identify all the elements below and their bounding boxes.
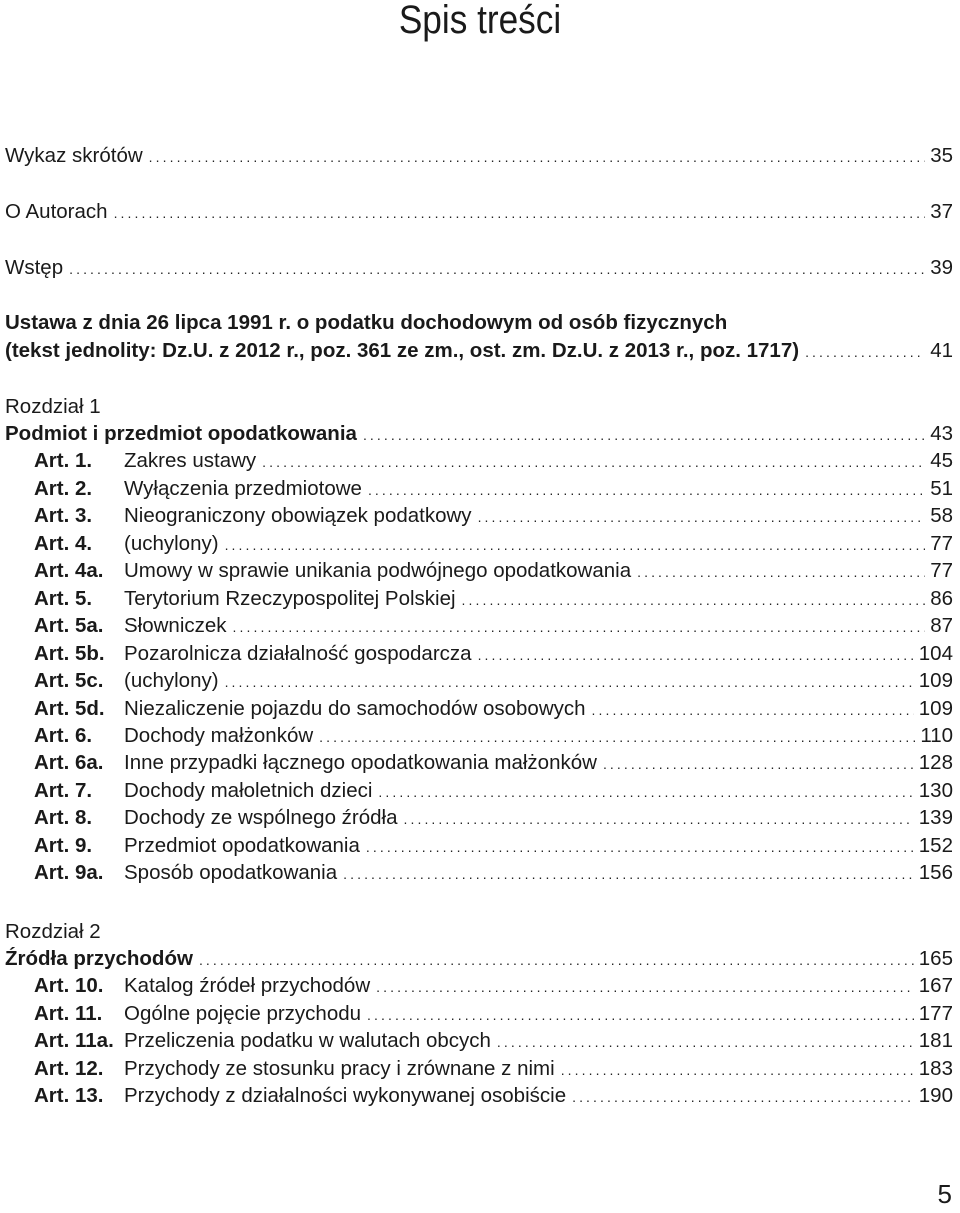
entry-title: Dochody małżonków: [124, 724, 314, 747]
page-number: 5: [937, 1179, 952, 1209]
entry-title: (uchylony): [124, 669, 219, 692]
entry-title: Terytorium Rzeczypospolitej Polskiej: [124, 587, 456, 610]
article-number: Art. 4.: [34, 532, 93, 555]
dot-leader: [262, 447, 925, 476]
article-number: Art. 10.: [34, 974, 104, 997]
entry-page: 77: [930, 532, 953, 555]
dot-leader: [561, 1055, 914, 1084]
chapter-title: [5, 420, 953, 448]
article-number: Art. 6a.: [34, 751, 104, 774]
entry-title: Przedmiot opodatkowania: [124, 834, 360, 857]
entry-page: 109: [918, 697, 953, 720]
dot-leader: [319, 722, 915, 751]
act-title-line1: Ustawa z dnia 26 lipca 1991 r. o podatku dochodowym od osób fizycznych: [5, 311, 728, 334]
entry-page: 128: [918, 751, 953, 774]
entry-title: Nieograniczony obowiązek podatkowy: [124, 504, 472, 527]
dot-leader: [199, 945, 914, 974]
entry-title: Niezaliczenie pojazdu do samochodów osobowych: [124, 697, 586, 720]
dot-leader: [378, 777, 913, 806]
entry-page: 165: [918, 947, 953, 970]
article-number: Art. 9.: [34, 834, 93, 857]
dot-leader: [462, 585, 926, 614]
article-number: Art. 5b.: [34, 642, 105, 665]
dot-leader: [368, 475, 925, 504]
dot-leader: [592, 695, 914, 724]
entry-page: 110: [920, 724, 953, 747]
article-number: Art. 8.: [34, 806, 93, 829]
entry-title: Wstęp: [5, 256, 64, 279]
dot-leader: [404, 804, 914, 833]
entry-page: 139: [918, 806, 953, 829]
chapter-label: Rozdział 2: [5, 920, 101, 943]
dot-leader: [367, 1000, 914, 1029]
article-number: Art. 1.: [34, 449, 93, 472]
article-number: Art. 2.: [34, 477, 93, 500]
entry-page: 190: [918, 1084, 953, 1107]
toc-entry-front: [5, 254, 953, 282]
entry-page: 104: [918, 642, 953, 665]
entry-page: 181: [918, 1029, 953, 1052]
article-entry: [5, 502, 953, 530]
entry-title: Źródła przychodów: [5, 947, 193, 970]
entry-page: 109: [918, 669, 953, 692]
entry-title: Ogólne pojęcie przychodu: [124, 1002, 362, 1025]
entry-page: 152: [918, 834, 953, 857]
dot-leader: [376, 972, 914, 1001]
entry-page: 130: [918, 779, 953, 802]
article-number: Art. 12.: [34, 1057, 104, 1080]
article-number: Art. 4a.: [34, 559, 104, 582]
entry-title: Zakres ustawy: [124, 449, 257, 472]
article-number: Art. 7.: [34, 779, 93, 802]
article-entry: [5, 722, 953, 750]
dot-leader: [572, 1082, 914, 1111]
entry-page: 183: [918, 1057, 953, 1080]
article-entry: [5, 1000, 953, 1028]
entry-page: 35: [930, 144, 953, 167]
entry-page: 43: [930, 422, 953, 445]
dot-leader: [478, 502, 926, 531]
entry-page: 45: [930, 449, 953, 472]
entry-page: 58: [930, 504, 953, 527]
entry-page: 87: [930, 614, 953, 637]
article-number: Art. 13.: [34, 1084, 104, 1107]
article-entry: [5, 832, 953, 860]
article-entry: [5, 530, 953, 558]
dot-leader: [149, 142, 926, 171]
entry-page: 86: [930, 587, 953, 610]
article-entry: [5, 1027, 953, 1055]
act-title-line2: [5, 337, 953, 365]
dot-leader: [637, 557, 925, 586]
entry-title: Słowniczek: [124, 614, 227, 637]
entry-title: Umowy w sprawie unikania podwójnego opodatkowania: [124, 559, 632, 582]
article-entry: [5, 1082, 953, 1110]
article-entry: [5, 667, 953, 695]
entry-page: 37: [930, 200, 953, 223]
entry-title: (tekst jednolity: Dz.U. z 2012 r., poz. 361 ze zm., ost. zm. Dz.U. z 2013 r., poz. 1717): [5, 339, 800, 362]
entry-page: 177: [918, 1002, 953, 1025]
entry-title: Przychody ze stosunku pracy i zrównane z nimi: [124, 1057, 555, 1080]
article-entry: [5, 612, 953, 640]
article-entry: [5, 972, 953, 1000]
entry-title: Wyłączenia przedmiotowe: [124, 477, 362, 500]
dot-leader: [497, 1027, 914, 1056]
article-entry: [5, 447, 953, 475]
entry-title: O Autorach: [5, 200, 108, 223]
dot-leader: [603, 749, 914, 778]
article-entry: [5, 777, 953, 805]
dot-leader: [363, 420, 925, 449]
article-entry: [5, 1055, 953, 1083]
article-number: Art. 11a.: [34, 1029, 114, 1052]
dot-leader: [225, 530, 926, 559]
chapter-label: Rozdział 1: [5, 395, 101, 418]
entry-title: Katalog źródeł przychodów: [124, 974, 371, 997]
article-number: Art. 9a.: [34, 861, 104, 884]
toc-entry-front: [5, 198, 953, 226]
entry-page: 167: [918, 974, 953, 997]
article-number: Art. 11.: [34, 1002, 103, 1025]
article-entry: [5, 749, 953, 777]
entry-title: Dochody ze wspólnego źródła: [124, 806, 398, 829]
entry-title: Przeliczenia podatku w walutach obcych: [124, 1029, 491, 1052]
entry-title: Sposób opodatkowania: [124, 861, 338, 884]
article-entry: [5, 557, 953, 585]
dot-leader: [366, 832, 914, 861]
article-number: Art. 5d.: [34, 697, 105, 720]
article-number: Art. 5.: [34, 587, 93, 610]
article-entry: [5, 585, 953, 613]
entry-page: 39: [930, 256, 953, 279]
article-entry: [5, 859, 953, 887]
entry-title: Inne przypadki łącznego opodatkowania małżonków: [124, 751, 597, 774]
entry-title: Wykaz skrótów: [5, 144, 143, 167]
chapter-title: [5, 945, 953, 973]
entry-page: 156: [918, 861, 953, 884]
entry-page: 51: [930, 477, 953, 500]
dot-leader: [225, 667, 914, 696]
entry-title: (uchylony): [124, 532, 219, 555]
page-title: Spis treści: [398, 0, 562, 42]
dot-leader: [805, 337, 925, 366]
entry-title: Przychody z działalności wykonywanej osobiście: [124, 1084, 567, 1107]
article-entry: [5, 475, 953, 503]
entry-page: 41: [930, 339, 953, 362]
dot-leader: [478, 640, 914, 669]
entry-title: Podmiot i przedmiot opodatkowania: [5, 422, 357, 445]
dot-leader: [233, 612, 926, 641]
article-number: Art. 3.: [34, 504, 93, 527]
article-entry: [5, 695, 953, 723]
entry-title: Pozarolnicza działalność gospodarcza: [124, 642, 472, 665]
toc-entry-front: [5, 142, 953, 170]
article-number: Art. 6.: [34, 724, 93, 747]
article-number: Art. 5c.: [34, 669, 104, 692]
article-number: Art. 5a.: [34, 614, 104, 637]
article-entry: [5, 640, 953, 668]
dot-leader: [114, 198, 926, 227]
dot-leader: [69, 254, 925, 283]
entry-page: 77: [930, 559, 953, 582]
article-entry: [5, 804, 953, 832]
entry-title: Dochody małoletnich dzieci: [124, 779, 373, 802]
dot-leader: [343, 859, 914, 888]
